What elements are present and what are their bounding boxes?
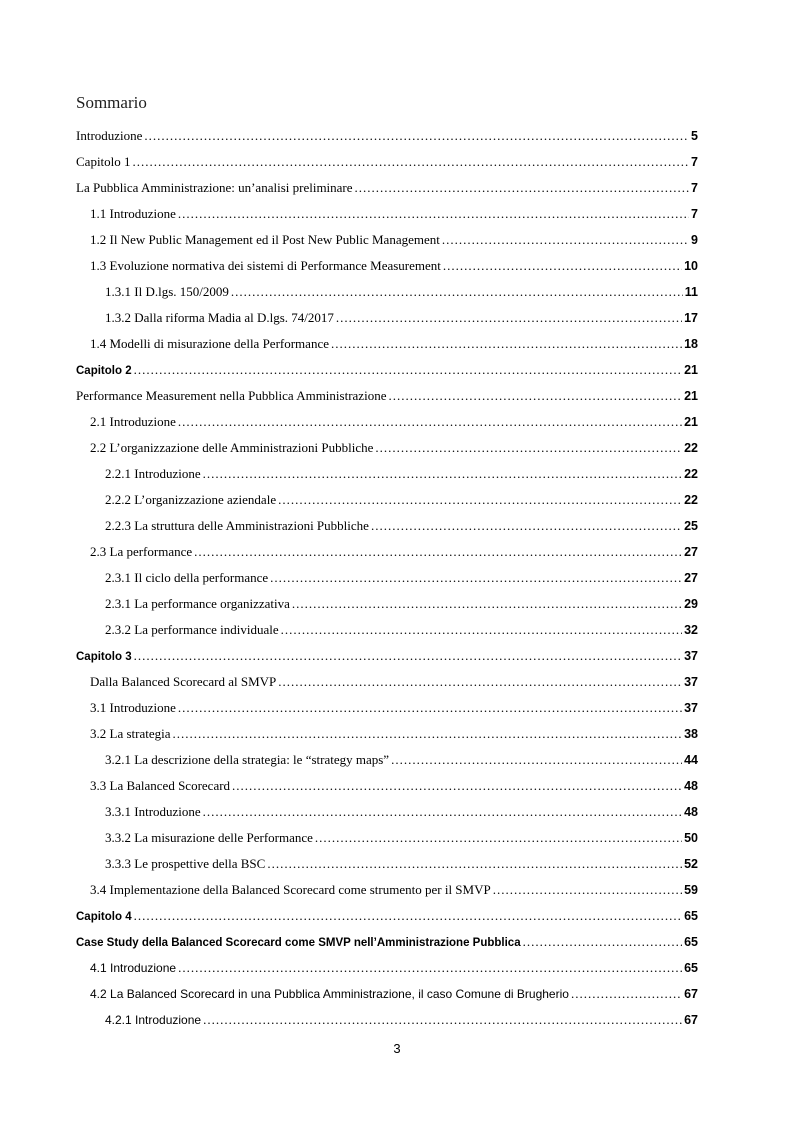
toc-entry[interactable]	[0, 281, 794, 307]
toc-dot-leader	[523, 934, 682, 950]
toc-entry[interactable]	[0, 1009, 794, 1035]
toc-dot-leader	[315, 830, 682, 846]
toc-entry-page: 22	[684, 441, 698, 455]
toc-entry-label: 3.3.3 Le prospettive della BSC	[105, 856, 266, 871]
toc-entry-page: 37	[684, 675, 698, 689]
toc-entry-label: 2.3.1 Il ciclo della performance	[105, 570, 269, 585]
toc-dot-leader	[292, 596, 682, 612]
toc-dot-leader	[375, 440, 682, 456]
toc-entry-page: 7	[691, 181, 698, 195]
toc-entry-label: 3.3.1 Introduzione	[105, 804, 201, 819]
toc-entry-page: 52	[684, 857, 698, 871]
toc-dot-leader	[278, 492, 682, 508]
toc-entry-label: 2.1 Introduzione	[90, 414, 176, 429]
toc-entry-page: 27	[684, 571, 698, 585]
toc-dot-leader	[203, 804, 682, 820]
toc-entry-page: 17	[684, 311, 698, 325]
toc-entry-label: Introduzione	[76, 128, 143, 143]
toc-entry-page: 11	[684, 285, 698, 299]
toc-entry[interactable]	[0, 463, 794, 489]
toc-entry-label: 3.4 Implementazione della Balanced Scorecard come strumento per il SMVP	[90, 882, 491, 897]
toc-entry-label: 3.2 La strategia	[90, 726, 171, 741]
toc-dot-leader	[336, 310, 682, 326]
toc-entry-label: 2.3.2 La performance individuale	[105, 622, 279, 637]
toc-dot-leader	[173, 726, 683, 742]
toc-entry[interactable]	[0, 515, 794, 541]
toc-entry-label: 2.2.2 L’organizzazione aziendale	[105, 492, 277, 507]
toc-dot-leader	[203, 1012, 682, 1028]
toc-entry[interactable]	[0, 489, 794, 515]
page-number: 3	[393, 1041, 401, 1056]
toc-dot-leader	[194, 544, 682, 560]
toc-entry-label: 2.2 L’organizzazione delle Amministrazioni Pubbliche	[90, 440, 374, 455]
toc-entry[interactable]	[0, 957, 794, 983]
toc-entry[interactable]	[0, 333, 794, 359]
toc-entry-label: 1.3.2 Dalla riforma Madia al D.lgs. 74/2017	[105, 310, 334, 325]
toc-entry[interactable]	[0, 567, 794, 593]
toc-dot-leader	[267, 856, 682, 872]
toc-entry-page: 21	[684, 363, 698, 377]
toc-dot-leader	[134, 908, 683, 924]
toc-entry-label: 4.2 La Balanced Scorecard in una Pubblica Amministrazione, il caso Comune di Brugherio	[90, 987, 569, 1001]
toc-entry-page: 65	[684, 909, 698, 923]
toc-entry[interactable]	[0, 697, 794, 723]
toc-entry-page: 22	[684, 493, 698, 507]
toc-entry-page: 7	[691, 207, 698, 221]
toc-entry[interactable]	[0, 177, 794, 203]
toc-entry-label: Capitolo 4	[76, 911, 132, 923]
toc-dot-leader	[178, 700, 682, 716]
toc-entry-page: 27	[684, 545, 698, 559]
toc-entry-page: 10	[684, 259, 698, 273]
toc-entry[interactable]	[0, 203, 794, 229]
toc-entry-label: 2.2.3 La struttura delle Amministrazioni Pubbliche	[105, 518, 369, 533]
toc-entry-label: 2.2.1 Introduzione	[105, 466, 201, 481]
toc-entry[interactable]	[0, 671, 794, 697]
toc-dot-leader	[232, 778, 682, 794]
toc-entry-label: Capitolo 3	[76, 651, 132, 663]
toc-entry-page: 5	[691, 129, 698, 143]
toc-entry-label: La Pubblica Amministrazione: un’analisi preliminare	[76, 180, 353, 195]
toc-entry-page: 29	[684, 597, 698, 611]
toc-entry-label: 3.3 La Balanced Scorecard	[90, 778, 231, 793]
toc-entry-label: 1.1 Introduzione	[90, 206, 176, 221]
toc-entry-page: 22	[684, 467, 698, 481]
toc-entry-page: 44	[684, 753, 698, 767]
toc-dot-leader	[443, 258, 682, 274]
toc-entry-page: 18	[684, 337, 698, 351]
toc-entry-page: 9	[691, 233, 698, 247]
toc-entry-page: 21	[684, 415, 698, 429]
toc-entry-label: 1.3.1 Il D.lgs. 150/2009	[105, 284, 229, 299]
toc-entry[interactable]	[0, 619, 794, 645]
toc-entry-page: 67	[684, 987, 698, 1001]
toc-entry-label: 2.3 La performance	[90, 544, 193, 559]
toc-entry-label: Dalla Balanced Scorecard al SMVP	[90, 674, 277, 689]
toc-entry-label: Capitolo 2	[76, 365, 132, 377]
toc-entry-page: 65	[684, 935, 698, 949]
toc-dot-leader	[391, 752, 682, 768]
toc-entry[interactable]	[0, 879, 794, 905]
toc-entry-label: Performance Measurement nella Pubblica Amministrazione	[76, 388, 387, 403]
toc-entry-label: 3.2.1 La descrizione della strategia: le “strategy maps”	[105, 752, 390, 767]
toc-entry-page: 32	[684, 623, 698, 637]
toc-dot-leader	[355, 180, 690, 196]
toc-entry[interactable]	[0, 359, 794, 385]
toc-dot-leader	[278, 674, 682, 690]
toc-entry-page: 21	[684, 389, 698, 403]
toc-dot-leader	[144, 128, 689, 144]
toc-entry[interactable]	[0, 307, 794, 333]
toc-entry-page: 48	[684, 805, 698, 819]
toc-entry-label: 3.3.2 La misurazione delle Performance	[105, 830, 313, 845]
toc-dot-leader	[178, 206, 689, 222]
toc-entry-page: 7	[691, 155, 698, 169]
toc-entry[interactable]	[0, 853, 794, 879]
toc-dot-leader	[134, 362, 683, 378]
toc-entry-label: 3.1 Introduzione	[90, 700, 176, 715]
toc-entry-label: 4.2.1 Introduzione	[105, 1013, 202, 1027]
toc-entry[interactable]	[0, 125, 794, 151]
toc-entry[interactable]	[0, 645, 794, 671]
toc-entry[interactable]	[0, 385, 794, 411]
toc-entry-page: 38	[684, 727, 698, 741]
toc-dot-leader	[388, 388, 682, 404]
toc-entry[interactable]	[0, 827, 794, 853]
toc-entry[interactable]	[0, 255, 794, 281]
toc-dot-leader	[178, 414, 682, 430]
toc-entry[interactable]	[0, 983, 794, 1009]
toc-entry[interactable]	[0, 593, 794, 619]
toc-dot-leader	[231, 284, 683, 300]
toc-dot-leader	[493, 882, 682, 898]
toc-dot-leader	[371, 518, 682, 534]
toc-dot-leader	[133, 154, 690, 170]
toc-dot-leader	[134, 648, 683, 664]
toc-entry[interactable]	[0, 905, 794, 931]
toc-entry-page: 37	[684, 649, 698, 663]
toc-dot-leader	[442, 232, 689, 248]
toc-entry-page: 59	[684, 883, 698, 897]
toc-dot-leader	[270, 570, 682, 586]
toc-entry-label: 1.4 Modelli di misurazione della Performance	[90, 336, 329, 351]
toc-entry-label: 4.1 Introduzione	[90, 961, 177, 975]
toc-entry[interactable]	[0, 801, 794, 827]
toc-dot-leader	[178, 960, 682, 976]
toc-entry[interactable]	[0, 229, 794, 255]
toc-entry-page: 37	[684, 701, 698, 715]
toc-entry-page: 65	[684, 961, 698, 975]
toc-entry-page: 25	[684, 519, 698, 533]
toc-entry-label: 1.3 Evoluzione normativa dei sistemi di Performance Measurement	[90, 258, 441, 273]
toc-entry[interactable]	[0, 931, 794, 957]
toc-dot-leader	[331, 336, 682, 352]
toc-entry[interactable]	[0, 411, 794, 437]
toc-entry[interactable]	[0, 541, 794, 567]
toc-entry[interactable]	[0, 723, 794, 749]
toc-entry[interactable]	[0, 437, 794, 463]
toc-entry-label: Capitolo 1	[76, 154, 131, 169]
toc-entry[interactable]	[0, 749, 794, 775]
toc-dot-leader	[571, 986, 682, 1002]
toc-entry-page: 67	[684, 1013, 698, 1027]
toc-entry-label: 2.3.1 La performance organizzativa	[105, 596, 290, 611]
toc-entry[interactable]	[0, 151, 794, 177]
toc-list	[0, 125, 794, 1035]
toc-dot-leader	[203, 466, 682, 482]
toc-entry-page: 48	[684, 779, 698, 793]
toc-entry-page: 50	[684, 831, 698, 845]
toc-dot-leader	[281, 622, 682, 638]
toc-entry-label: Case Study della Balanced Scorecard come SMVP nell’Amministrazione Pubblica	[76, 937, 521, 949]
toc-entry-label: 1.2 Il New Public Management ed il Post New Public Management	[90, 232, 440, 247]
toc-entry[interactable]	[0, 775, 794, 801]
toc-title: Sommario	[76, 93, 147, 112]
